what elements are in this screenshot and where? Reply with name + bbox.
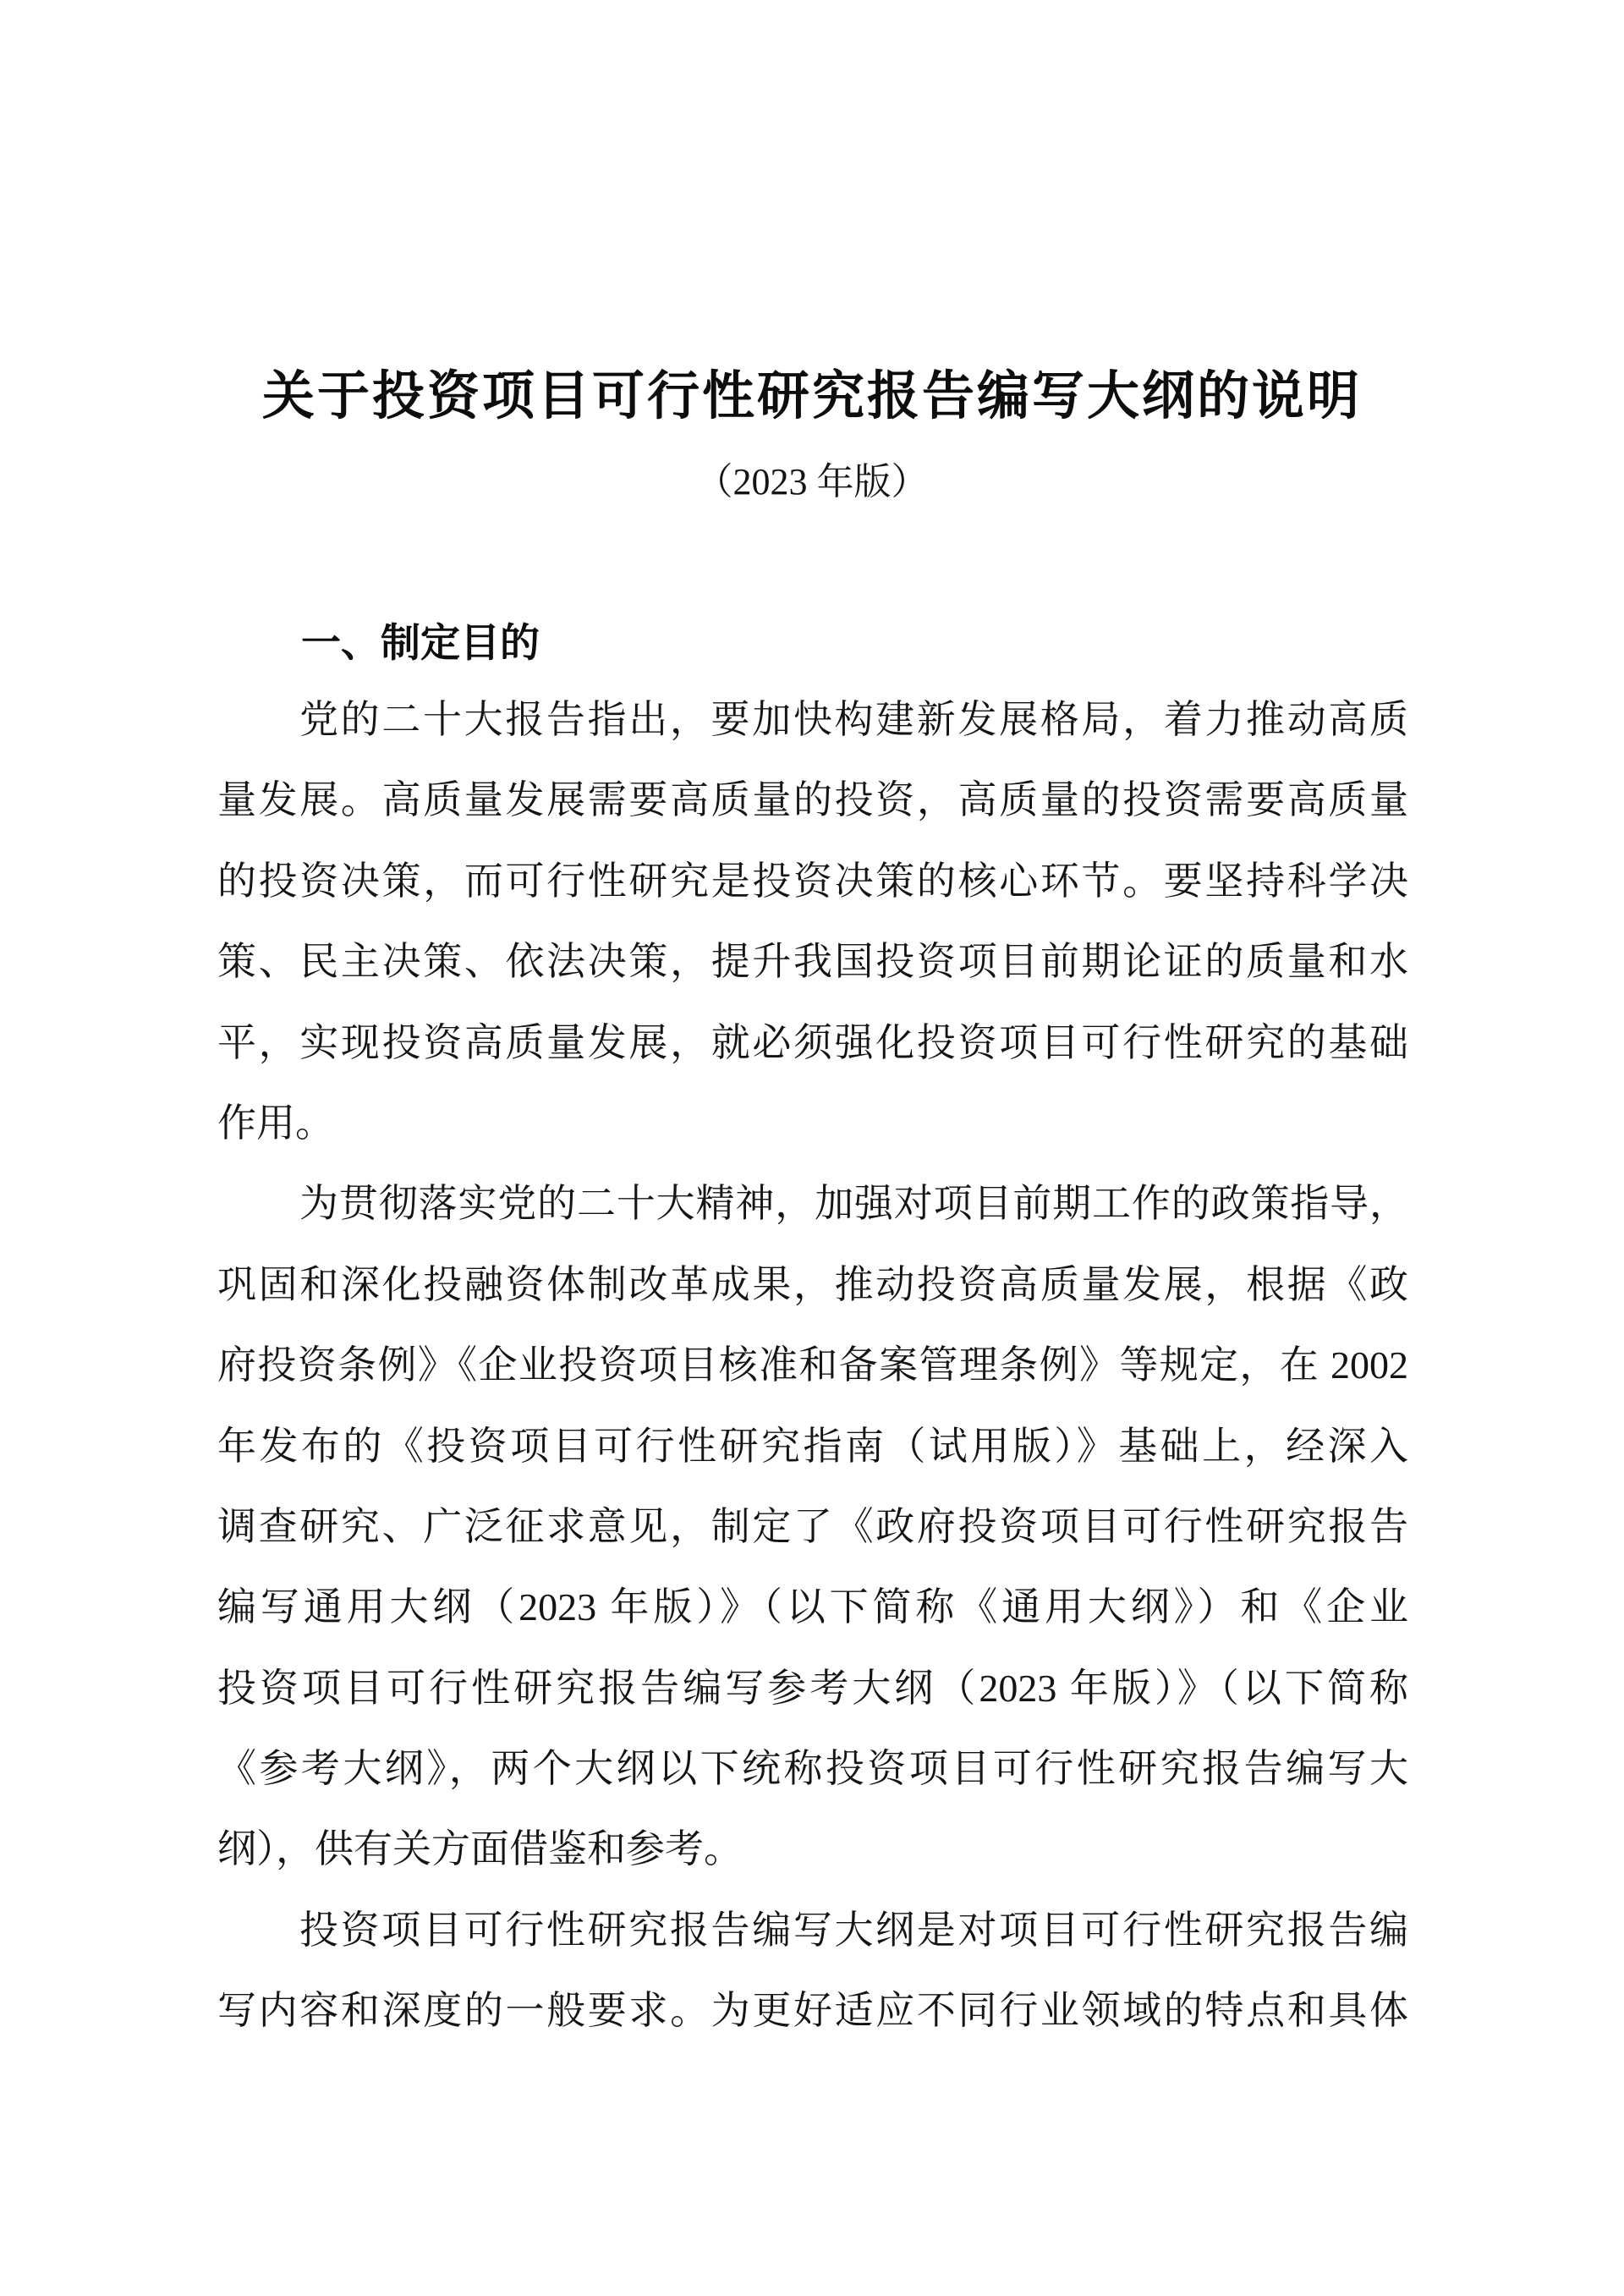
document-subtitle: （2023 年版） <box>695 461 929 503</box>
paragraph-line: 作用。 <box>217 1101 334 1145</box>
paragraph-line: 编写通用大纲（2023 年版）》（以下简称《通用大纲》）和《企业 <box>217 1585 1408 1629</box>
paragraph-line: 府投资条例》《企业投资项目核准和备案管理条例》等规定，在 2002 <box>217 1343 1408 1387</box>
paragraph-line: 量发展。高质量发展需要高质量的投资，高质量的投资需要高质量 <box>217 778 1408 822</box>
paragraph-line: 调查研究、广泛征求意见，制定了《政府投资项目可行性研究报告 <box>217 1504 1408 1548</box>
paragraph-line: 投资项目可行性研究报告编写大纲是对项目可行性研究报告编 <box>299 1908 1408 1952</box>
paragraph-line: 投资项目可行性研究报告编写参考大纲（2023 年版）》（以下简称 <box>217 1666 1408 1710</box>
paragraph-line: 党的二十大报告指出，要加快构建新发展格局，着力推动高质 <box>299 698 1408 741</box>
paragraph-line: 写内容和深度的一般要求。为更好适应不同行业领域的特点和具体 <box>217 1989 1408 2033</box>
paragraph-line: 策、民主决策、依法决策，提升我国投资项目前期论证的质量和水 <box>217 940 1408 984</box>
paragraph-line: 平，实现投资高质量发展，就必须强化投资项目可行性研究的基础 <box>217 1020 1408 1064</box>
document-body <box>217 679 1408 2052</box>
paragraph-line: 《参考大纲》，两个大纲以下统称投资项目可行性研究报告编写大 <box>217 1747 1408 1791</box>
section-heading: 一、制定目的 <box>301 620 540 667</box>
paragraph-line: 为贯彻落实党的二十大精神，加强对项目前期工作的政策指导， <box>299 1182 1408 1226</box>
paragraph-line: 纲），供有关方面借鉴和参考。 <box>217 1827 743 1871</box>
paragraph-line: 年发布的《投资项目可行性研究指南（试用版）》基础上，经深入 <box>217 1424 1408 1468</box>
body-paragraph <box>217 1163 1408 1890</box>
paragraph-line: 的投资决策，而可行性研究是投资决策的核心环节。要坚持科学决 <box>217 859 1408 903</box>
document-title: 关于投资项目可行性研究报告编写大纲的说明 <box>261 368 1362 426</box>
body-paragraph <box>217 1890 1408 2052</box>
body-paragraph <box>217 679 1408 1163</box>
paragraph-line: 巩固和深化投融资体制改革成果，推动投资高质量发展，根据《政 <box>217 1262 1408 1306</box>
